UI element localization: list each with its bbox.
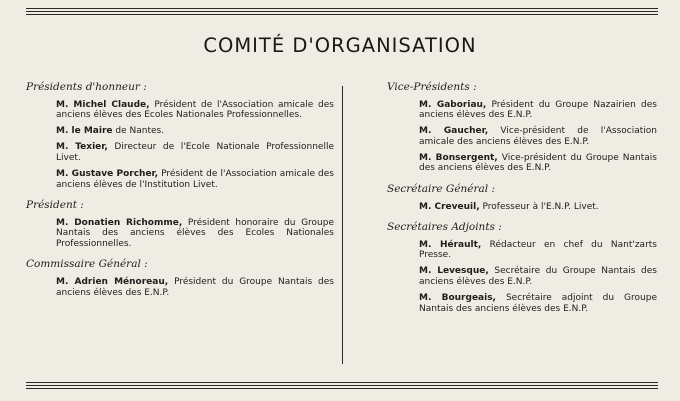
entry-bonsergent: M. Bonsergent, Vice-président du Groupe Nantais des anciens élèves des E.N.P. bbox=[419, 152, 657, 174]
entry-michel-claude: M. Michel Claude, Président de l'Association amicale des anciens élèves des Ecoles Nationales Professionnelles. bbox=[56, 99, 335, 121]
entry-gaboriau: M. Gaboriau, Président du Groupe Nazairien des anciens élèves des E.N.P. bbox=[419, 99, 657, 121]
entry-bourgeais: M. Bourgeais, Secrétaire adjoint du Groupe Nantais des anciens élèves des E.N.P. bbox=[419, 293, 657, 314]
section-heading: Vice-Présidents : bbox=[387, 81, 477, 93]
column-divider bbox=[342, 86, 343, 364]
right-column bbox=[387, 81, 657, 314]
section-heading: Secrétaires Adjoints : bbox=[387, 221, 502, 234]
section-secretaires-adjoints bbox=[387, 221, 657, 314]
bottom-double-rule bbox=[26, 382, 658, 391]
section-presidents-honneur bbox=[26, 81, 334, 190]
page-title: COMITÉ D'ORGANISATION bbox=[203, 34, 477, 58]
section-heading: Président : bbox=[26, 199, 84, 212]
entry-herault: M. Hérault, Rédacteur en chef du Nant'zarts Presse. bbox=[419, 239, 657, 261]
section-secretaire-general bbox=[387, 183, 657, 212]
entry-gaucher: M. Gaucher, Vice-président de l'Association amicale des anciens élèves des E.N.P. bbox=[419, 126, 657, 147]
section-heading: Secrétaire Général : bbox=[387, 183, 496, 196]
entry-levesque: M. Levesque, Secrétaire du Groupe Nantais des anciens élèves des E.N.P. bbox=[419, 266, 657, 287]
section-heading: Présidents d'honneur : bbox=[26, 81, 147, 93]
section-heading: Commissaire Général : bbox=[26, 258, 148, 271]
entry-richomme: M. Donatien Richomme, Président honoraire du Groupe Nantais des anciens élèves des Ecoles Nationales Professionnelles. bbox=[56, 217, 334, 249]
section-vice-presidents bbox=[387, 81, 657, 174]
entry-texier: M. Texier, Directeur de l'Ecole Nationale Professionnelle Livet. bbox=[56, 142, 334, 163]
entry-porcher: M. Gustave Porcher, Président de l'Association amicale des anciens élèves de l'Institution Livet. bbox=[56, 168, 334, 190]
entry-creveuil: M. Creveuil, Professeur à l'E.N.P. Livet. bbox=[419, 201, 599, 212]
entry-maire: M. le Maire de Nantes. bbox=[56, 126, 165, 137]
section-commissaire-general bbox=[26, 258, 334, 298]
top-double-rule bbox=[26, 8, 658, 17]
left-column bbox=[26, 81, 334, 298]
section-president bbox=[26, 199, 334, 249]
entry-menoreau: M. Adrien Ménoreau, Président du Groupe Nantais des anciens élèves des E.N.P. bbox=[56, 276, 334, 298]
